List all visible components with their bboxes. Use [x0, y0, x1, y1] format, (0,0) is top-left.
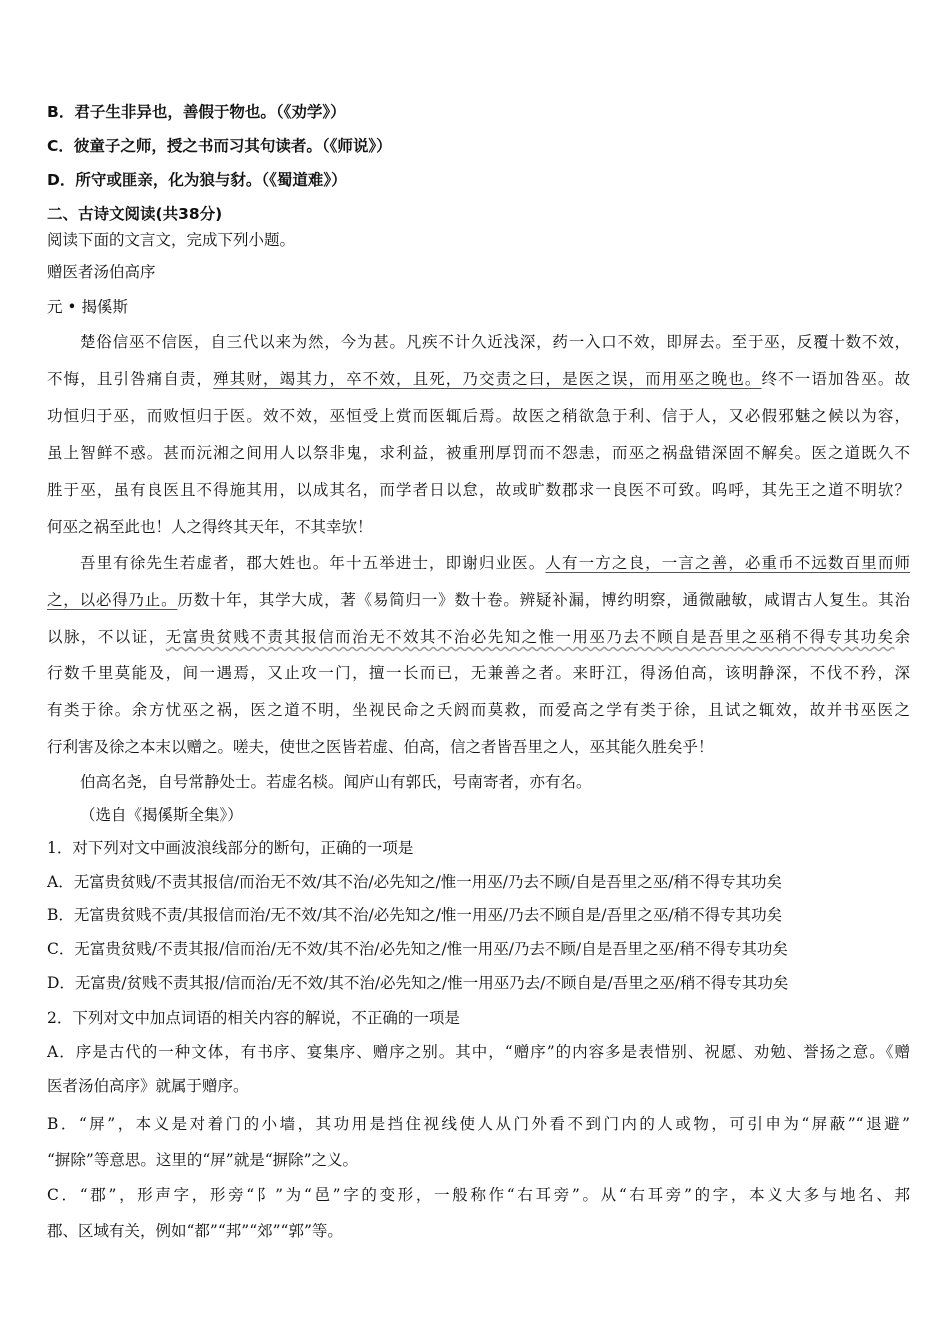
text-line	[47, 1221, 343, 1241]
text-segment: “摒除”等意思。这里的“屏”就是“摒除”之义。	[47, 1151, 359, 1169]
text-segment: 赠医者汤伯高序	[47, 263, 156, 281]
text-line	[47, 590, 910, 610]
text-segment: B．君子生非异也，善假于物也。（《劝学》）	[47, 103, 346, 121]
text-segment: 行利害及徐之本末以赠之。嗟夫，使世之医皆若虚、伯高，信之者皆吾里之人，巫其能久胜矣乎！	[47, 738, 714, 756]
text-line	[47, 973, 788, 993]
text-line	[47, 627, 910, 647]
text-line	[80, 332, 910, 352]
text-line	[47, 905, 782, 925]
text-line	[47, 406, 910, 426]
text-segment: 终不一语加咎巫。故	[761, 370, 910, 388]
text-line	[80, 553, 910, 573]
text-segment: 2．下列对文中加点词语的相关内容的解说，不正确的一项是	[47, 1009, 460, 1027]
text-segment: 1．对下列对文中画波浪线部分的断句，正确的一项是	[47, 839, 414, 857]
text-line	[47, 838, 413, 858]
text-segment: 医者汤伯高序》就属于赠序。	[47, 1077, 249, 1095]
text-segment: 虽上智鲜不惑。甚而沅湘之间用人以祭非鬼，求利益，被重刑厚罚而不怨恚，而巫之祸盘错深固不解矣。医之道既久不	[47, 444, 910, 462]
text-segment: C．彼童子之师，授之书而习其句读者。（《师说》）	[47, 137, 392, 155]
text-segment: C．无富贵贫贱/不责其报/信而治/无不效/其不治/必先知之/惟一用巫/乃去不顾/自是吾里之巫/稍不得专其功矣	[47, 940, 788, 958]
text-segment: 阅读下面的文言文，完成下列小题。	[47, 231, 296, 249]
text-segment: （选自《揭傒斯全集》）	[80, 806, 243, 824]
text-segment: D．所守或匪亲，化为狼与豺。（《蜀道难》）	[47, 171, 347, 189]
text-segment: A．序是古代的一种文体，有书序、宴集序、赠序之别。其中，“赠序”的内容多是表惜别、祝愿、劝勉、誉扬之意。《赠	[47, 1043, 910, 1061]
text-line	[47, 1114, 910, 1134]
text-line	[47, 700, 910, 720]
text-line	[47, 517, 373, 537]
text-segment: B．“屏”，本义是对着门的小墙，其功用是挡住视线使人从门外看不到门内的人或物，可引申为“屏蔽”“退避”	[47, 1115, 910, 1133]
text-line	[47, 443, 910, 463]
text-line	[47, 262, 156, 282]
text-segment: A．无富贵贫贱/不责其报信/而治无不效/其不治/必先知之/惟一用巫/乃去不顾/自是吾里之巫/稍不得专其功矣	[47, 873, 782, 891]
text-segment: D．无富贵/贫贱不责其报/信而治/无不效/其不治/必先知之/惟一用巫乃去/不顾自是/吾里之巫/稍不得专其功矣	[47, 974, 789, 992]
text-segment: 有类于徐。余方忧巫之祸，医之道不明，坐视民命之夭阏而莫救，而爱高之学有类于徐，且试之辄效，故并书巫医之	[47, 701, 910, 719]
text-line	[47, 1185, 910, 1205]
text-segment: 伯高名尧，自号常静处士。若虚名棪。闻庐山有郭氏，号南寄者，亦有名。	[80, 773, 592, 791]
text-segment: 行数千里莫能及，间一遇焉，又止攻一门，擅一长而已，无兼善之者。来盱江，得汤伯高，该明静深，不伐不矜，深	[47, 664, 910, 682]
heading-line	[47, 136, 392, 156]
text-line	[47, 297, 128, 317]
heading-line	[47, 204, 222, 224]
text-line	[47, 1150, 358, 1170]
text-line	[47, 1008, 460, 1028]
text-segment: 胜于巫，虽有良医且不得施其用，以成其名，而学者日以怠，故或旷数郡求一良医不可致。呜呼，其先王之道不明欤？	[47, 481, 910, 499]
text-line	[47, 1042, 910, 1062]
text-line	[80, 805, 243, 825]
text-segment: 不悔，且引咎痛自责，	[47, 370, 214, 388]
underlined-text: 殚其财，竭其力，卒不效，且死，乃交责之曰，是医之误，而用巫之晚也。	[213, 370, 762, 388]
text-line	[47, 663, 910, 683]
text-segment: 吾里有徐先生若虚者，郡大姓也。年十五举进士，即谢归业医。	[80, 554, 546, 572]
wavy-underlined-text: 无富贵贫贱不责其报信而治无不效其不治必先知之惟一用巫乃去不顾自是吾里之巫稍不得专其功矣	[165, 628, 895, 646]
text-line	[47, 1076, 249, 1096]
text-line	[47, 230, 295, 250]
text-segment: 功恒归于巫，而败恒归于医。效不效，巫恒受上赏而医辄后焉。故医之稍欲急于利、信于人，又必假邪魅之候以为容，	[47, 407, 910, 425]
text-segment: 二、古诗文阅读(共38分)	[47, 205, 223, 223]
underlined-text: 之，以必得乃止。	[47, 591, 178, 609]
text-line	[47, 872, 782, 892]
text-segment: 余	[894, 628, 910, 646]
heading-line	[47, 170, 347, 190]
text-segment: B．无富贵贫贱不责/其报信而治/无不效/其不治/必先知之/惟一用巫/乃去不顾自是/吾里之巫/稍不得专其功矣	[47, 906, 783, 924]
text-segment: 郡、区域有关，例如“都”“邦”“郊”“郭”等。	[47, 1222, 343, 1240]
text-line	[47, 737, 714, 757]
text-line	[80, 772, 592, 792]
text-segment: C．“郡”，形声字，形旁“阝”为“邑”字的变形，一般称作“右耳旁”。从“右耳旁”的字，本义大多与地名、邦	[47, 1186, 910, 1204]
underlined-text: 人有一方之良，一言之善，必重币不远数百里而师	[545, 554, 910, 572]
heading-line	[47, 102, 346, 122]
text-segment: 元 • 揭傒斯	[47, 298, 128, 316]
text-segment: 以脉，不以证，	[47, 628, 166, 646]
text-segment: 何巫之祸至此也！人之得终其天年，不其幸欤！	[47, 518, 373, 536]
text-line	[47, 480, 910, 500]
text-segment: 历数十年，其学大成，著《易简归一》数十卷。辨疑补漏，博约明察，通微融敏，咸谓古人复生。其治	[177, 591, 910, 609]
text-line	[47, 939, 788, 959]
text-segment: 楚俗信巫不信医，自三代以来为然，今为甚。凡疾不计久近浅深，药一入口不效，即屏去。至于巫，反覆十数不效，	[80, 333, 910, 351]
text-line	[47, 369, 910, 389]
